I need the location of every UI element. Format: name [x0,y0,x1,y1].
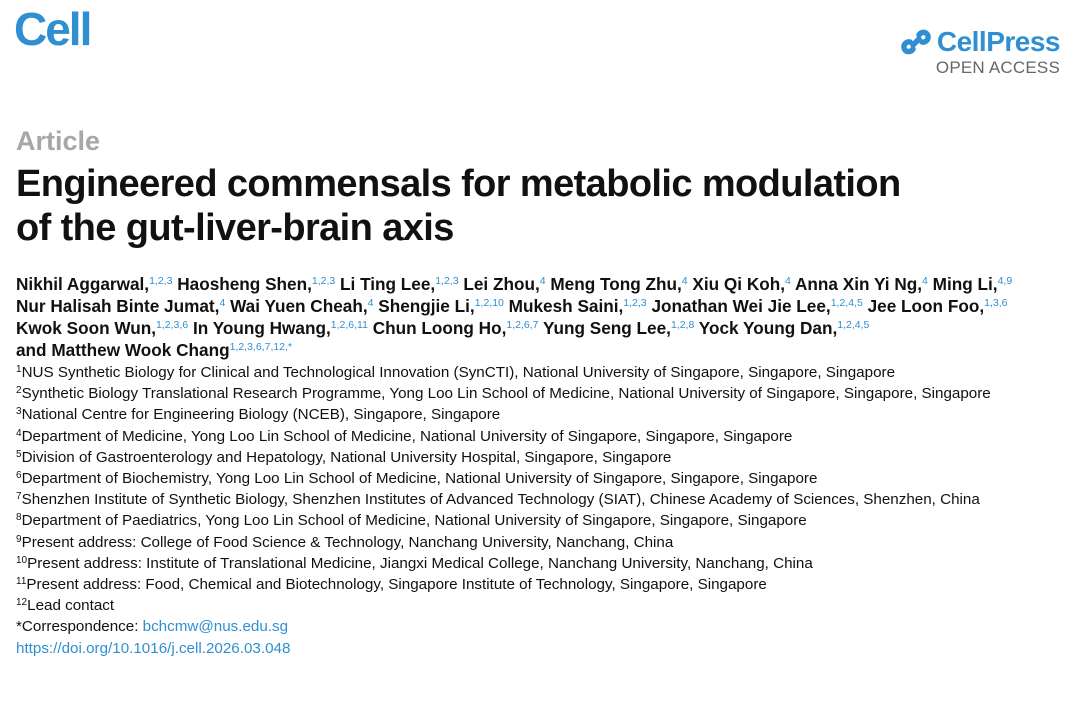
author-entry [543,318,694,338]
correspondence [16,616,1066,637]
author-entry [177,274,335,294]
cellpress-link-icon [901,28,931,56]
author-affiliation-marker[interactable]: 4 [922,275,928,287]
doi-link[interactable]: https://doi.org/10.1016/j.cell.2026.03.048 [16,639,291,657]
author-entry [230,296,373,316]
affiliation-item [16,426,1066,447]
affiliation-text: Present address: Food, Chemical and Biotechnology, Singapore Institute of Technology, Singapore, Singapore [26,576,767,594]
affiliation-number: 12 [16,597,28,609]
author-name: Jee Loon Foo, [867,296,985,316]
affiliation-text: National Centre for Engineering Biology (NCEB), Singapore, Singapore [21,406,501,424]
author-name: Nur Halisah Binte Jumat, [16,296,220,316]
author-name: Li Ting Lee, [340,274,436,294]
author-name: Chun Loong Ho, [372,318,507,338]
author-entry [340,274,459,294]
author-name: Anna Xin Yi Ng, [795,274,923,294]
author-affiliation-marker[interactable]: 4,9 [997,275,1013,287]
open-access-label: OPEN ACCESS [935,58,1060,77]
article-type: Article [16,126,101,156]
author-affiliation-marker[interactable]: 1,2,8 [670,319,695,331]
author-name: Haosheng Shen, [177,274,312,294]
affiliation-text: Present address: College of Food Science & Technology, Nanchang University, Nanchang, China [21,533,674,551]
author-affiliation-marker[interactable]: 1,2,6,11 [330,319,368,331]
author-entry [193,318,368,338]
author-entry [373,318,539,338]
author-entry [16,296,225,316]
affiliation-number: 4 [16,427,22,439]
author-name: Xiu Qi Koh, [692,274,786,294]
affiliation-item [16,574,1066,595]
affiliation-number: 5 [16,448,22,460]
affiliation-item [16,595,1066,616]
author-name: Wai Yuen Cheah, [230,296,368,316]
title-line: of the gut-liver-brain axis [16,207,454,249]
correspondence-label: *Correspondence: [16,618,143,636]
author-affiliation-marker[interactable]: 4 [219,297,226,309]
affiliation-text: Department of Medicine, Yong Loo Lin School of Medicine, National University of Singapore, Singapore, Singapore [21,427,793,445]
affiliation-text: Synthetic Biology Translational Research Programme, Yong Loo Lin School of Medicine, National University of Singapore, Singapore, Singapore [21,385,991,403]
author-name: Jonathan Wei Jie Lee, [651,296,831,316]
author-name: In Young Hwang, [192,318,331,338]
author-entry [795,274,928,294]
author-name: Lei Zhou, [463,274,540,294]
publisher-name: CellPress [936,26,1060,57]
author-entry [692,274,790,294]
affiliation-number: 11 [16,576,27,588]
author-name: Ming Li, [932,274,998,294]
affiliation-text: Present address: Institute of Translational Medicine, Jiangxi Medical College, Nanchang University, Nanchang, China [27,554,813,572]
affiliation-text: Department of Paediatrics, Yong Loo Lin School of Medicine, National University of Singapore, Singapore, Singapore [21,512,807,530]
affiliation-text: Division of Gastroenterology and Hepatology, National University Hospital, Singapore, Singapore [21,448,672,466]
affiliation-number: 7 [16,491,22,503]
journal-logo: Cell [14,3,91,55]
article-title [16,162,1056,250]
author-affiliation-marker[interactable]: 1,2,3,6 [156,319,189,331]
affiliation-number: 1 [16,364,22,375]
author-entry [463,274,545,294]
author-name: Yung Seng Lee, [542,318,671,338]
author-name: and Matthew Wook Chang [16,340,230,360]
author-affiliation-marker[interactable]: 4 [539,275,546,287]
author-name: Meng Tong Zhu, [550,274,682,294]
author-affiliation-marker[interactable]: 1,3,6 [984,297,1008,309]
correspondence-email-link[interactable]: bchcmw@nus.edu.sg [142,618,289,636]
author-affiliation-marker[interactable]: 1,2,3,6,7,12,* [229,341,293,353]
author-affiliation-marker[interactable]: 1,2,4,5 [830,297,863,309]
author-affiliation-marker[interactable]: 1,2,3 [311,275,336,287]
author-affiliation-marker[interactable]: 1,2,4,5 [837,319,870,331]
author-affiliation-marker[interactable]: 4 [681,275,688,287]
author-name: Shengjie Li, [378,296,475,316]
author-entry [933,274,1013,294]
author-affiliation-marker[interactable]: 1,2,3 [149,275,173,287]
affiliation-number: 3 [16,406,22,418]
author-entry [378,296,504,316]
affiliation-number: 9 [16,533,22,545]
author-name: Nikhil Aggarwal, [16,274,150,294]
author-affiliation-marker[interactable]: 4 [367,297,374,309]
author-name: Mukesh Saini, [508,296,624,316]
affiliation-text: Lead contact [27,597,115,615]
affiliation-item [16,447,1066,468]
author-entry [651,296,862,316]
affiliation-text: Shenzhen Institute of Synthetic Biology, Shenzhen Institutes of Advanced Technology (SIAT), Chinese Academy of Sciences, Shenzhen, China [21,491,980,509]
affiliation-number: 8 [16,512,22,524]
author-list [16,273,1076,361]
author-entry [16,318,188,338]
publisher-logo [901,28,1060,78]
affiliation-number: 2 [16,385,22,397]
affiliation-number: 6 [16,470,22,482]
affiliation-item [16,383,1066,404]
author-affiliation-marker[interactable]: 1,2,6,7 [506,319,539,331]
affiliation-item [16,489,1066,510]
author-entry [16,274,172,294]
author-name: Yock Young Dan, [698,318,838,338]
affiliation-text: Department of Biochemistry, Yong Loo Lin School of Medicine, National University of Singapore, Singapore, Singapore [21,470,818,488]
affiliation-item [16,468,1066,489]
affiliation-number: 10 [16,554,28,566]
author-entry [509,296,647,316]
affiliation-list [16,362,1066,659]
author-entry [699,318,870,338]
affiliation-item [16,510,1066,531]
author-affiliation-marker[interactable]: 1,2,3 [435,275,459,287]
affiliation-item [16,532,1066,553]
affiliation-text: NUS Synthetic Biology for Clinical and Technological Innovation (SynCTI), National University of Singapore, Singapore, Singapore [21,364,896,381]
affiliation-item [16,404,1066,425]
author-affiliation-marker[interactable]: 4 [785,275,791,287]
author-affiliation-marker[interactable]: 1,2,3 [623,297,647,309]
author-name: Kwok Soon Wun, [16,318,157,338]
author-entry [550,274,687,294]
author-entry [16,340,292,360]
author-entry [868,296,1008,316]
affiliation-item [16,362,1066,383]
author-affiliation-marker[interactable]: 1,2,10 [474,297,504,309]
affiliation-item [16,553,1066,574]
title-line: Engineered commensals for metabolic modulation [16,163,901,205]
